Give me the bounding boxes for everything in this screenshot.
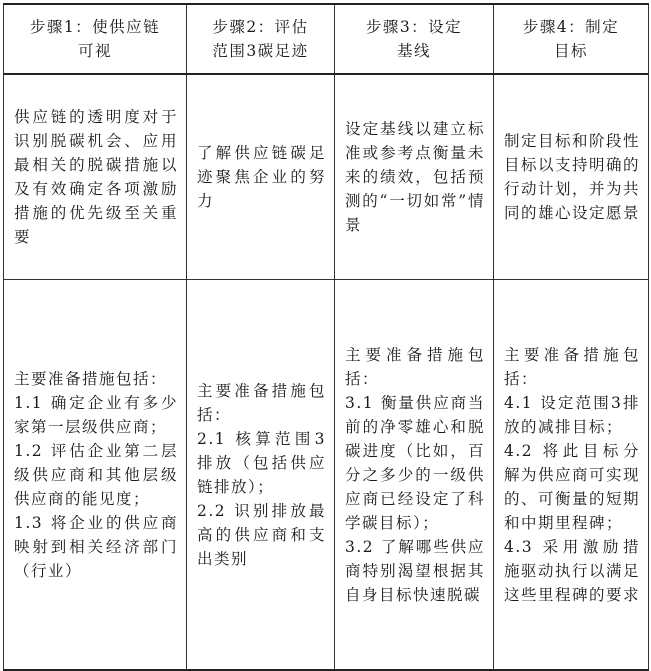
measure-item: 1.2 评估企业第二层级供应商和其他层级供应商的能见度； — [14, 441, 178, 508]
measures-step-1 — [4, 280, 187, 671]
description-step-4: 制定目标和阶段性目标以支持明确的行动计划，并为共同的雄心设定愿景 — [494, 74, 649, 280]
description-step-2: 了解供应链碳足迹聚焦企业的努力 — [187, 74, 335, 280]
measures-intro: 主要准备措施包括： — [345, 345, 485, 388]
measures-row — [4, 280, 649, 671]
measures-step-4 — [494, 280, 649, 671]
measures-intro: 主要准备措施包括： — [197, 381, 326, 424]
measures-step-3 — [335, 280, 494, 671]
measure-item: 2.2 识别排放最高的供应商和支出类别 — [197, 501, 326, 568]
measure-item: 4.3 采用激励措施驱动执行以满足这些里程碑的要求 — [504, 537, 641, 604]
header-step-4: 步骤4：制定 目标 — [494, 4, 649, 74]
measures-intro: 主要准备措施包括： — [504, 345, 640, 388]
header-step-2: 步骤2：评估 范围3碳足迹 — [187, 4, 335, 74]
header-row — [4, 4, 649, 74]
measure-item: 4.2 将此目标分解为供应商可实现的、可衡量的短期和中期里程碑； — [504, 441, 641, 532]
steps-table — [3, 3, 649, 671]
header-step-3: 步骤3：设定 基线 — [335, 4, 494, 74]
steps-table-frame — [3, 3, 648, 646]
description-step-1: 供应链的透明度对于识别脱碳机会、应用最相关的脱碳措施以及有效确定各项激励措施的优先级至关重要 — [4, 74, 187, 280]
description-row — [4, 74, 649, 280]
measure-item: 1.3 将企业的供应商映射到相关经济部门（行业） — [14, 513, 178, 580]
description-step-3: 设定基线以建立标准或参考点衡量未来的绩效，包括预测的“一切如常”情景 — [335, 74, 494, 280]
measures-step-2 — [187, 280, 335, 671]
measure-item: 3.1 衡量供应商当前的净零雄心和脱碳进度（比如，百分之多少的一级供应商已经设定了科学碳目标）； — [345, 393, 485, 532]
measure-item: 1.1 确定企业有多少家第一层级供应商； — [14, 393, 178, 436]
measure-item: 4.1 设定范围3排放的减排目标； — [504, 393, 640, 436]
measures-intro: 主要准备措施包括： — [14, 369, 168, 388]
header-step-1: 步骤1：使供应链 可视 — [4, 4, 187, 74]
measure-item: 2.1 核算范围3排放（包括供应链排放）； — [197, 429, 326, 496]
measure-item: 3.2 了解哪些供应商特别渴望根据其自身目标快速脱碳 — [345, 537, 485, 604]
